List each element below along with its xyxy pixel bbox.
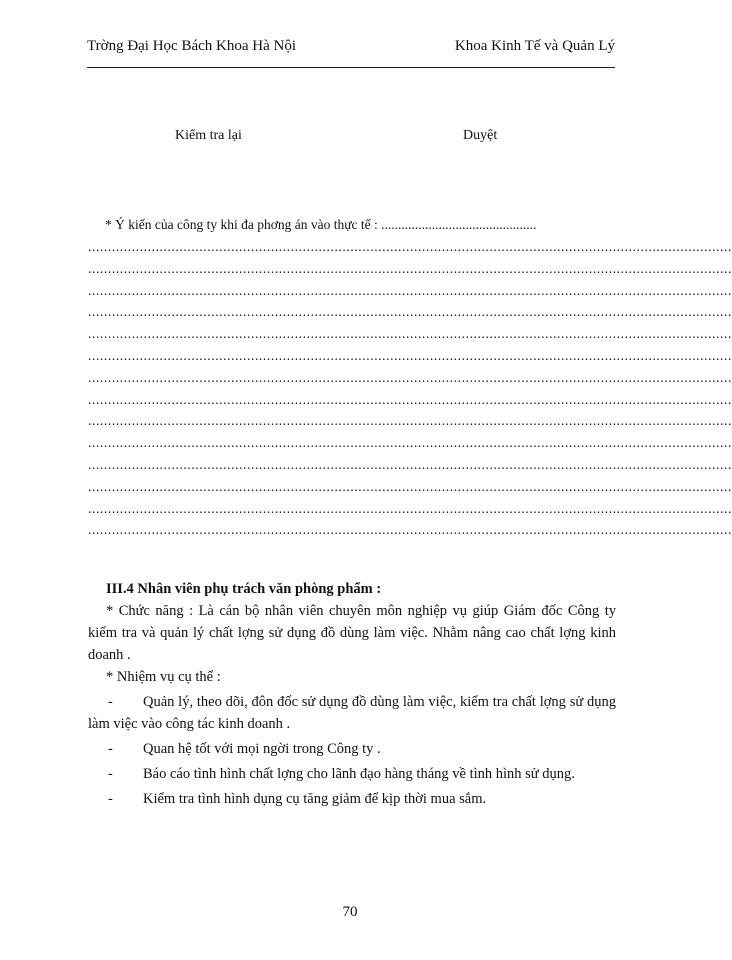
opinion-prompt: * Ý kiến của công ty khi đa phơng án vào thực tế : .............................................. [105, 217, 537, 232]
dotted-answer-line: .................................................................................................................................................................. [88, 239, 732, 254]
task-item [88, 691, 616, 735]
dotted-answer-line: .................................................................................................................................................................. [88, 326, 732, 342]
task-text: Quan hệ tốt với mọi ngời trong Công ty . [143, 741, 381, 757]
company-opinion-block [88, 214, 732, 541]
bullet-dash: - [108, 766, 113, 782]
dotted-answer-line: .................................................................................................................................................................. [88, 304, 732, 320]
function-paragraph: * Chức năng : Là cán bộ nhân viên chuyên môn nghiệp vụ giúp Giám đốc Công ty kiểm tra và quản lý chất lợng sử dụng đồ dùng làm việc. Nhằm nâng cao chất lợng kinh doanh . [88, 603, 616, 663]
tasks-heading: * Nhiệm vụ cụ thể : [106, 669, 221, 685]
header-faculty: Khoa Kinh Tế và Quản Lý [454, 38, 615, 54]
dotted-answer-line: .................................................................................................................................................................. [88, 435, 732, 451]
task-list [88, 691, 616, 810]
header-divider [87, 67, 615, 68]
task-text: Kiểm tra tình hình dụng cụ tăng giảm để kịp thời mua sắm. [143, 791, 487, 807]
task-item [88, 763, 616, 785]
dotted-answer-line: .................................................................................................................................................................. [88, 478, 732, 494]
signature-review-label: Kiểm tra lại [175, 128, 242, 143]
task-text: Báo cáo tình hình chất lợng cho lãnh đạo hàng tháng về tình hình sử dụng. [143, 766, 575, 782]
dotted-answer-line: .................................................................................................................................................................. [88, 456, 732, 472]
bullet-dash: - [108, 741, 113, 757]
dotted-answer-line: .................................................................................................................................................................. [88, 260, 732, 276]
dotted-answer-line: .................................................................................................................................................................. [88, 282, 732, 298]
task-text: Quản lý, theo dõi, đôn đốc sử dụng đồ dùng làm việc, kiểm tra chất lợng sử dụng làm việc vào công tác kinh doanh . [88, 694, 616, 732]
page-number: 70 [342, 904, 358, 920]
opinion-dotted-lines [88, 236, 732, 541]
header-university: Trờng Đại Học Bách Khoa Hà Nội [87, 38, 297, 54]
dotted-answer-line: .................................................................................................................................................................. [88, 391, 732, 407]
dotted-answer-line: .................................................................................................................................................................. [88, 522, 732, 538]
task-item [88, 738, 616, 760]
section-title: III.4 Nhân viên phụ trách văn phòng phẩm : [106, 581, 382, 597]
dotted-answer-line: .................................................................................................................................................................. [88, 413, 732, 429]
section-office-supplies-staff [88, 578, 616, 810]
task-item [88, 788, 616, 810]
dotted-answer-line: .................................................................................................................................................................. [88, 347, 732, 363]
bullet-dash: - [108, 791, 113, 807]
bullet-dash: - [108, 694, 113, 710]
signature-approve-label: Duyệt [463, 128, 498, 143]
dotted-answer-line: .................................................................................................................................................................. [88, 369, 732, 385]
dotted-answer-line: .................................................................................................................................................................. [88, 500, 732, 516]
